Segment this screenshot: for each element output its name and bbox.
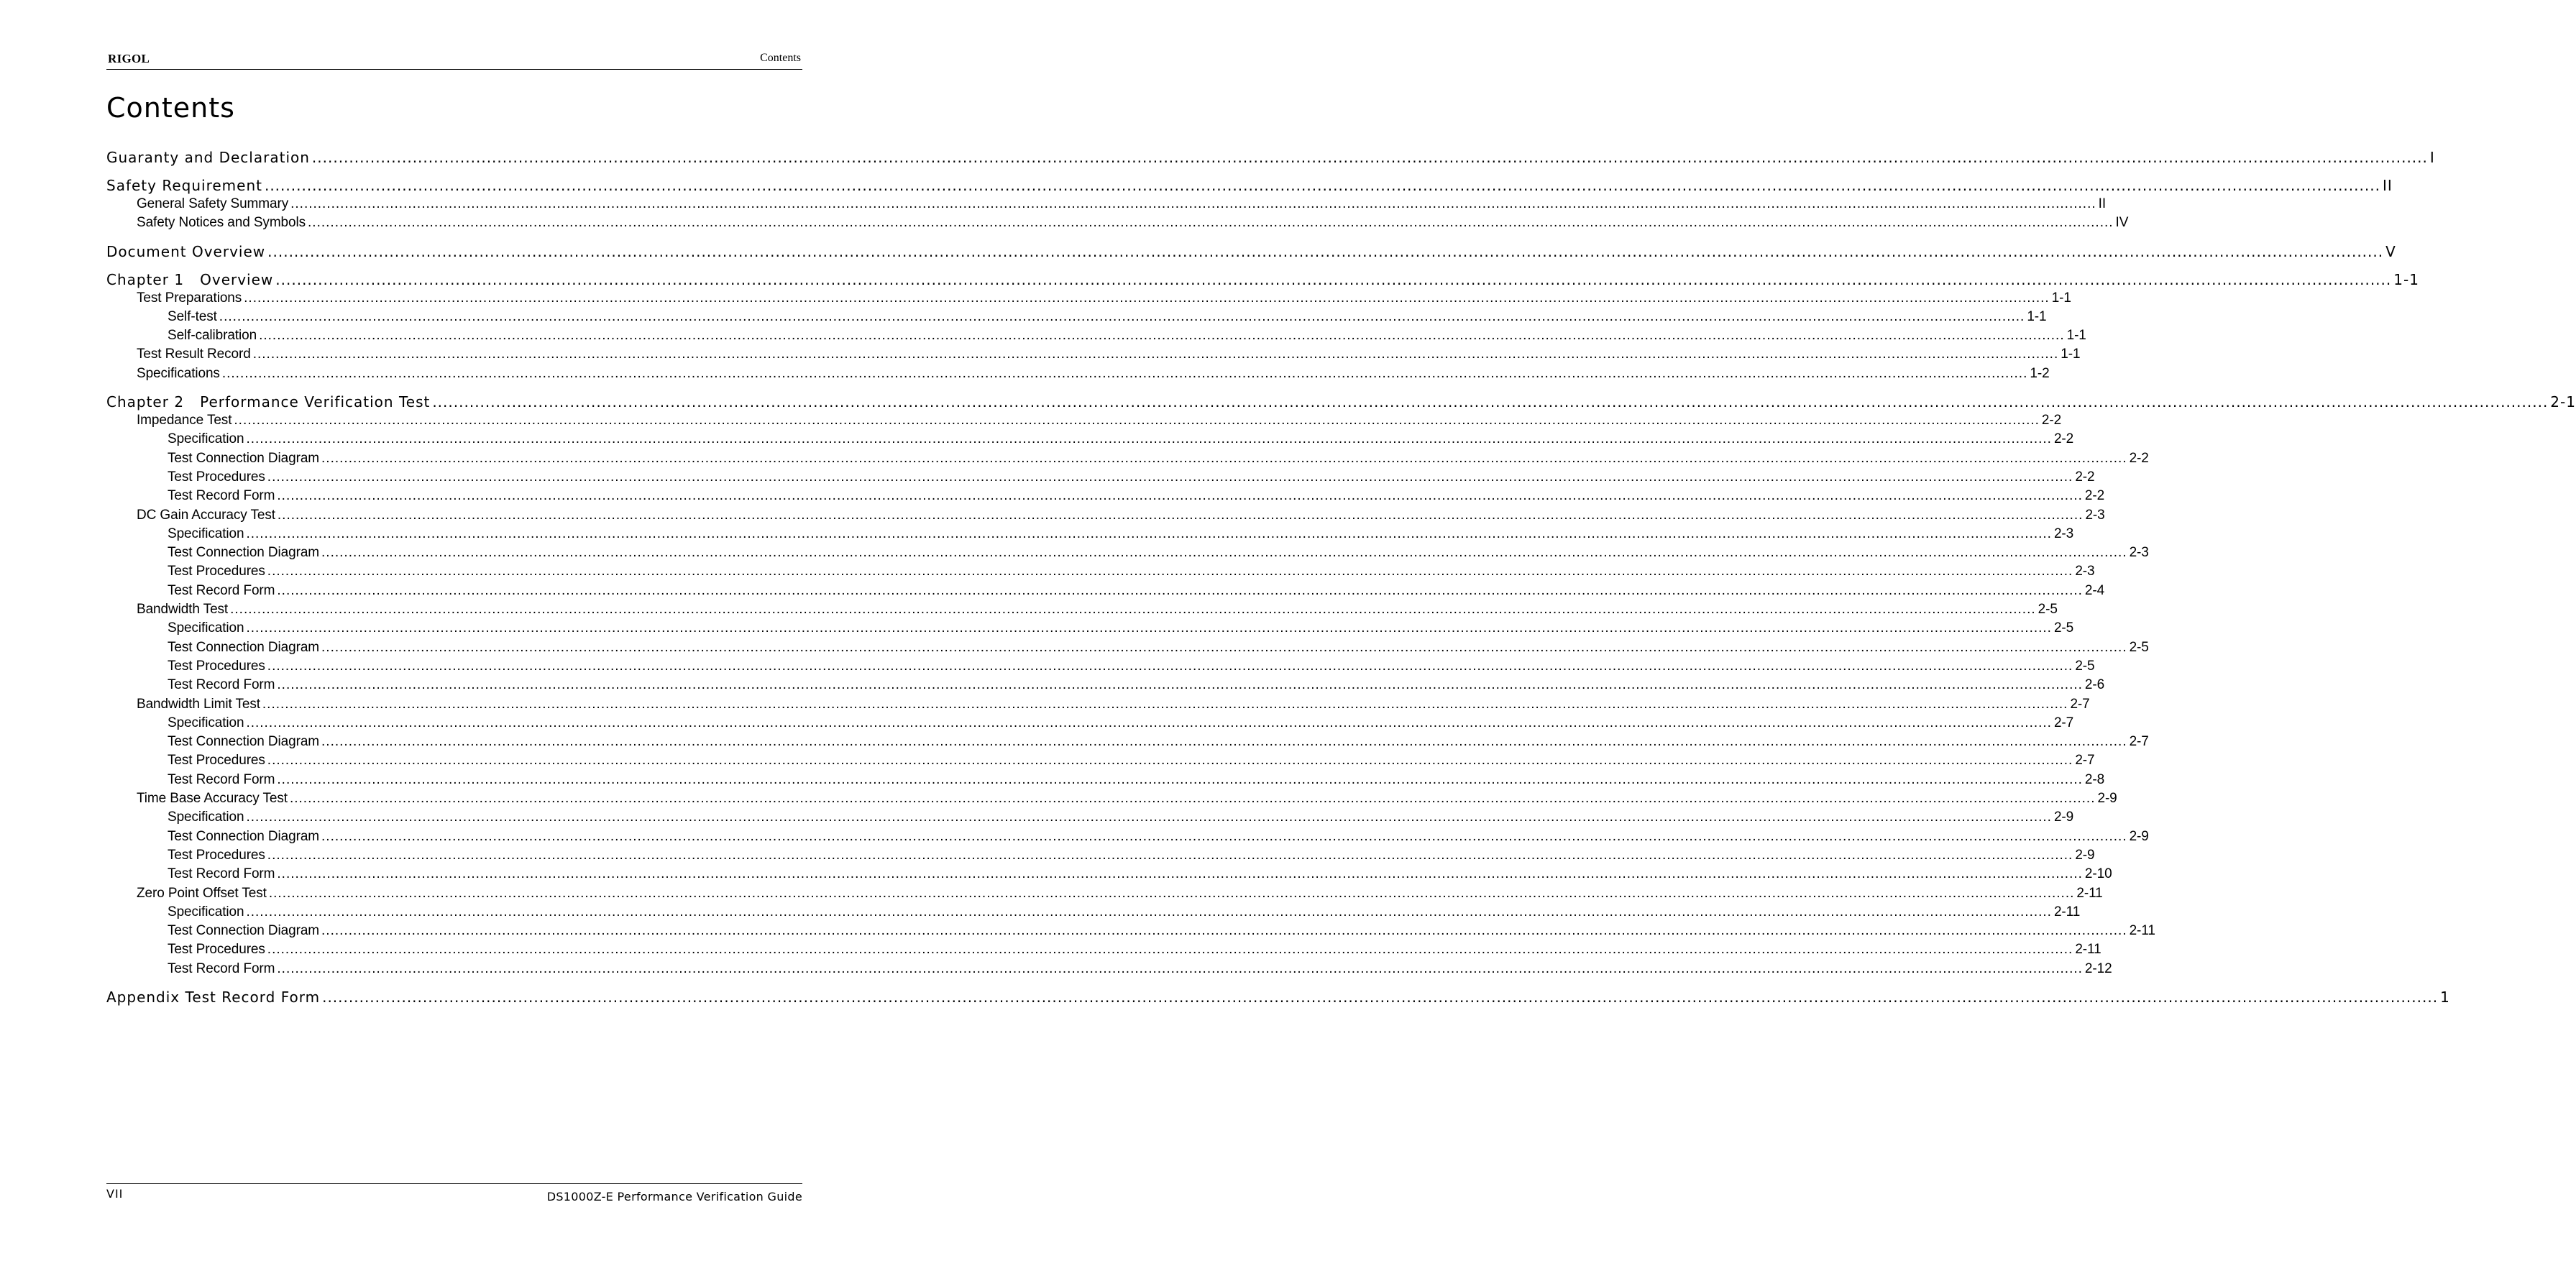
- toc-entry-level-3[interactable]: [106, 544, 2149, 562]
- toc-entry-title: Test Procedures: [168, 469, 265, 485]
- toc-entry-title: Test Connection Diagram: [168, 828, 320, 844]
- toc-entry-page: II: [2382, 177, 2393, 194]
- toc-dot-leader: ................................................................................................................................................................................................................................................................................................................................................................................................................: [308, 215, 2114, 231]
- toc-entry-page: 1-2: [2030, 365, 2050, 381]
- toc-entry-title: Test Record Form: [168, 488, 275, 504]
- toc-entry-title: Test Procedures: [168, 564, 265, 579]
- toc-entry-page: 2-2: [2084, 488, 2105, 504]
- toc-dot-leader: ................................................................................................................................................................................................................................................................................................................................................................................................................: [290, 196, 2096, 211]
- toc-entry-page: 2-5: [2075, 658, 2095, 674]
- toc-entry-page: 2-3: [2075, 564, 2095, 579]
- header-section-title: Contents: [760, 52, 801, 64]
- toc-entry-title: General Safety Summary: [137, 196, 289, 211]
- toc-entry-title: Chapter 1 Overview: [106, 270, 274, 288]
- toc-entry-title: Self-test: [168, 308, 217, 324]
- toc-dot-leader: ................................................................................................................................................................................................................................................................................................................................................................................................................: [267, 847, 2073, 863]
- toc-entry-level-1[interactable]: [106, 148, 2435, 167]
- toc-entry-title: Bandwidth Test: [137, 602, 229, 618]
- toc-entry-level-1[interactable]: [106, 988, 2450, 1006]
- toc-entry-level-3[interactable]: [106, 308, 2047, 326]
- toc-entry-page: IV: [2115, 215, 2129, 231]
- toc-entry-level-3[interactable]: [106, 827, 2149, 846]
- toc-entry-title: Test Result Record: [137, 347, 251, 362]
- toc-dot-leader: ................................................................................................................................................................................................................................................................................................................................................................................................................: [277, 507, 2084, 523]
- toc-dot-leader: ................................................................................................................................................................................................................................................................................................................................................................................................................: [321, 828, 2127, 844]
- toc-dot-leader: ................................................................................................................................................................................................................................................................................................................................................................................................................: [432, 393, 2549, 411]
- toc-entry-page: 2-4: [2084, 582, 2105, 598]
- toc-dot-leader: ................................................................................................................................................................................................................................................................................................................................................................................................................: [267, 469, 2073, 485]
- toc-dot-leader: ................................................................................................................................................................................................................................................................................................................................................................................................................: [321, 545, 2127, 561]
- toc-dot-leader: ................................................................................................................................................................................................................................................................................................................................................................................................................: [221, 365, 2028, 381]
- toc-entry-level-2[interactable]: [106, 600, 2058, 619]
- toc-entry-level-1[interactable]: [106, 393, 2576, 411]
- toc-dot-leader: ................................................................................................................................................................................................................................................................................................................................................................................................................: [289, 791, 2096, 807]
- footer-document-title: DS1000Z-E Performance Verification Guide: [546, 1190, 802, 1203]
- toc-dot-leader: ................................................................................................................................................................................................................................................................................................................................................................................................................: [321, 923, 2127, 939]
- toc-dot-leader: ................................................................................................................................................................................................................................................................................................................................................................................................................: [244, 290, 2050, 306]
- toc-dot-leader: ................................................................................................................................................................................................................................................................................................................................................................................................................: [246, 431, 2052, 447]
- toc-dot-leader: ................................................................................................................................................................................................................................................................................................................................................................................................................: [267, 242, 2384, 260]
- toc-entry-level-2[interactable]: [106, 195, 2106, 214]
- toc-entry-title: Safety Requirement: [106, 177, 262, 194]
- toc-dot-leader: ................................................................................................................................................................................................................................................................................................................................................................................................................: [277, 488, 2083, 504]
- toc-entry-level-3[interactable]: [106, 449, 2149, 468]
- toc-entry-level-3[interactable]: [106, 638, 2149, 657]
- toc-entry-level-3[interactable]: [106, 960, 2112, 978]
- toc-entry-level-3[interactable]: [106, 846, 2095, 865]
- toc-entry-page: 2-2: [2053, 431, 2074, 447]
- toc-entry-title: DC Gain Accuracy Test: [137, 507, 275, 523]
- toc-entry-page: 2-6: [2084, 677, 2105, 693]
- toc-dot-leader: ................................................................................................................................................................................................................................................................................................................................................................................................................: [275, 270, 2392, 288]
- toc-entry-page: 2-3: [2085, 507, 2105, 523]
- toc-entry-level-3[interactable]: [106, 657, 2095, 676]
- table-of-contents: [106, 148, 2576, 1006]
- toc-entry-page: 2-7: [2053, 715, 2074, 730]
- toc-entry-page: 2-11: [2075, 942, 2101, 958]
- toc-entry-title: Test Preparations: [137, 290, 242, 306]
- page-header: [106, 50, 802, 70]
- toc-entry-level-3[interactable]: [106, 676, 2105, 694]
- toc-entry-page: V: [2385, 242, 2396, 260]
- toc-dot-leader: ................................................................................................................................................................................................................................................................................................................................................................................................................: [259, 328, 2065, 344]
- toc-dot-leader: ................................................................................................................................................................................................................................................................................................................................................................................................................: [246, 810, 2052, 825]
- toc-entry-level-1[interactable]: [106, 242, 2396, 261]
- toc-entry-level-3[interactable]: [106, 619, 2074, 638]
- toc-entry-page: 2-2: [2041, 413, 2062, 428]
- toc-entry-level-3[interactable]: [106, 468, 2095, 487]
- toc-entry-title: Document Overview: [106, 242, 266, 260]
- toc-entry-page: 1-1: [2061, 347, 2081, 362]
- toc-dot-leader: ................................................................................................................................................................................................................................................................................................................................................................................................................: [234, 413, 2040, 428]
- toc-entry-level-3[interactable]: [106, 487, 2105, 505]
- toc-entry-page: II: [2098, 196, 2106, 211]
- toc-entry-title: Specification: [168, 715, 244, 730]
- footer-page-number: VII: [106, 1187, 124, 1201]
- toc-entry-level-1[interactable]: [106, 270, 2419, 289]
- toc-entry-page: 2-5: [2129, 639, 2149, 655]
- toc-entry-page: 2-7: [2075, 753, 2095, 769]
- toc-entry-page: 2-8: [2084, 771, 2105, 787]
- toc-entry-level-3[interactable]: [106, 582, 2105, 600]
- toc-entry-level-3[interactable]: [106, 751, 2095, 770]
- toc-entry-page: 2-11: [2076, 885, 2103, 901]
- toc-entry-level-3[interactable]: [106, 525, 2074, 544]
- toc-dot-leader: ................................................................................................................................................................................................................................................................................................................................................................................................................: [267, 942, 2073, 958]
- toc-dot-leader: ................................................................................................................................................................................................................................................................................................................................................................................................................: [277, 866, 2083, 882]
- toc-entry-level-2[interactable]: [106, 884, 2103, 903]
- toc-entry-page: 2-2: [2075, 469, 2095, 485]
- toc-dot-leader: ................................................................................................................................................................................................................................................................................................................................................................................................................: [267, 753, 2073, 769]
- toc-entry-title: Safety Notices and Symbols: [137, 215, 306, 231]
- toc-entry-title: Specification: [168, 431, 244, 447]
- toc-entry-level-3[interactable]: [106, 733, 2149, 751]
- toc-entry-level-3[interactable]: [106, 714, 2074, 733]
- toc-entry-page: 2-7: [2129, 734, 2149, 750]
- toc-dot-leader: ................................................................................................................................................................................................................................................................................................................................................................................................................: [246, 904, 2052, 920]
- toc-dot-leader: ................................................................................................................................................................................................................................................................................................................................................................................................................: [277, 582, 2083, 598]
- toc-entry-page: 1-1: [2066, 328, 2086, 344]
- toc-entry-title: Test Record Form: [168, 582, 275, 598]
- toc-entry-page: 2-3: [2129, 545, 2149, 561]
- toc-entry-title: Specification: [168, 620, 244, 636]
- toc-entry-level-3[interactable]: [106, 430, 2074, 449]
- toc-entry-page: 2-9: [2075, 847, 2095, 863]
- toc-dot-leader: ................................................................................................................................................................................................................................................................................................................................................................................................................: [267, 564, 2073, 579]
- toc-entry-title: Time Base Accuracy Test: [137, 791, 288, 807]
- toc-entry-title: Test Record Form: [168, 960, 275, 976]
- toc-entry-title: Test Record Form: [168, 677, 275, 693]
- toc-dot-leader: ................................................................................................................................................................................................................................................................................................................................................................................................................: [268, 885, 2075, 901]
- toc-entry-level-3[interactable]: [106, 771, 2105, 789]
- toc-entry-title: Bandwidth Limit Test: [137, 696, 260, 712]
- toc-entry-level-2[interactable]: [106, 506, 2105, 525]
- toc-dot-leader: ................................................................................................................................................................................................................................................................................................................................................................................................................: [267, 658, 2073, 674]
- toc-entry-page: 2-11: [2129, 923, 2155, 939]
- page-footer: [106, 1183, 802, 1203]
- toc-entry-level-2[interactable]: [106, 289, 2071, 308]
- toc-entry-page: 1-1: [2051, 290, 2071, 306]
- toc-entry-page: 2-11: [2053, 904, 2081, 920]
- toc-dot-leader: ................................................................................................................................................................................................................................................................................................................................................................................................................: [322, 988, 2439, 1006]
- toc-entry-title: Test Procedures: [168, 942, 265, 958]
- toc-entry-level-3[interactable]: [106, 903, 2081, 922]
- toc-dot-leader: ................................................................................................................................................................................................................................................................................................................................................................................................................: [311, 149, 2428, 166]
- toc-entry-page: 2-7: [2070, 696, 2090, 712]
- toc-dot-leader: ................................................................................................................................................................................................................................................................................................................................................................................................................: [321, 450, 2127, 466]
- toc-dot-leader: ................................................................................................................................................................................................................................................................................................................................................................................................................: [219, 308, 2025, 324]
- toc-dot-leader: ................................................................................................................................................................................................................................................................................................................................................................................................................: [246, 715, 2052, 730]
- toc-entry-page: I: [2429, 149, 2435, 166]
- toc-entry-title: Chapter 2 Performance Verification Test: [106, 393, 431, 411]
- toc-entry-level-2[interactable]: [106, 411, 2062, 430]
- toc-dot-leader: ................................................................................................................................................................................................................................................................................................................................................................................................................: [321, 734, 2127, 750]
- toc-entry-title: Test Procedures: [168, 847, 265, 863]
- toc-dot-leader: ................................................................................................................................................................................................................................................................................................................................................................................................................: [277, 960, 2083, 976]
- toc-entry-page: 1-1: [2027, 308, 2047, 324]
- toc-entry-level-3[interactable]: [106, 808, 2074, 827]
- toc-dot-leader: ................................................................................................................................................................................................................................................................................................................................................................................................................: [264, 177, 2380, 194]
- toc-entry-page: 2-9: [2053, 810, 2074, 825]
- toc-entry-page: 2-9: [2129, 828, 2149, 844]
- toc-entry-title: Test Procedures: [168, 753, 265, 769]
- toc-entry-level-2[interactable]: [106, 695, 2090, 714]
- toc-entry-title: Self-calibration: [168, 328, 257, 344]
- page-title: Contents: [106, 92, 235, 124]
- toc-entry-page: 2-5: [2038, 602, 2058, 618]
- toc-entry-level-3[interactable]: [106, 940, 2101, 959]
- toc-entry-title: Impedance Test: [137, 413, 232, 428]
- toc-dot-leader: ................................................................................................................................................................................................................................................................................................................................................................................................................: [246, 526, 2052, 541]
- toc-entry-title: Test Procedures: [168, 658, 265, 674]
- toc-dot-leader: ................................................................................................................................................................................................................................................................................................................................................................................................................: [321, 639, 2127, 655]
- toc-entry-level-3[interactable]: [106, 865, 2112, 884]
- toc-entry-title: Test Record Form: [168, 771, 275, 787]
- toc-entry-page: 2-5: [2053, 620, 2074, 636]
- toc-entry-level-2[interactable]: [106, 214, 2129, 232]
- toc-entry-title: Test Connection Diagram: [168, 923, 320, 939]
- toc-entry-level-3[interactable]: [106, 562, 2095, 581]
- toc-entry-page: 2-1: [2550, 393, 2576, 411]
- toc-entry-title: Specification: [168, 904, 244, 920]
- toc-entry-page: 2-10: [2084, 866, 2112, 882]
- toc-entry-title: Specification: [168, 810, 244, 825]
- toc-dot-leader: ................................................................................................................................................................................................................................................................................................................................................................................................................: [230, 602, 2036, 618]
- toc-entry-title: Test Connection Diagram: [168, 545, 320, 561]
- toc-entry-title: Test Connection Diagram: [168, 734, 320, 750]
- toc-entry-level-3[interactable]: [106, 922, 2155, 940]
- toc-entry-page: 2-2: [2129, 450, 2149, 466]
- toc-dot-leader: ................................................................................................................................................................................................................................................................................................................................................................................................................: [252, 347, 2059, 362]
- toc-entry-level-3[interactable]: [106, 326, 2086, 345]
- toc-entry-page: 1: [2440, 988, 2450, 1006]
- toc-entry-page: 2-9: [2097, 791, 2117, 807]
- toc-entry-title: Test Connection Diagram: [168, 639, 320, 655]
- toc-entry-title: Specifications: [137, 365, 220, 381]
- toc-dot-leader: ................................................................................................................................................................................................................................................................................................................................................................................................................: [262, 696, 2068, 712]
- toc-entry-title: Appendix Test Record Form: [106, 988, 321, 1006]
- toc-dot-leader: ................................................................................................................................................................................................................................................................................................................................................................................................................: [277, 677, 2083, 693]
- toc-entry-title: Specification: [168, 526, 244, 541]
- toc-entry-level-2[interactable]: [106, 789, 2117, 808]
- toc-entry-page: 2-3: [2053, 526, 2074, 541]
- toc-dot-leader: ................................................................................................................................................................................................................................................................................................................................................................................................................: [277, 771, 2083, 787]
- toc-entry-page: 1-1: [2393, 270, 2419, 288]
- toc-entry-title: Guaranty and Declaration: [106, 149, 310, 166]
- brand-logo: RIGOL: [108, 52, 150, 65]
- toc-entry-level-1[interactable]: [106, 176, 2393, 195]
- toc-entry-page: 2-12: [2084, 960, 2112, 976]
- toc-entry-title: Test Record Form: [168, 866, 275, 882]
- toc-entry-level-2[interactable]: [106, 364, 2050, 383]
- toc-entry-title: Test Connection Diagram: [168, 450, 320, 466]
- toc-entry-level-2[interactable]: [106, 345, 2081, 364]
- toc-entry-title: Zero Point Offset Test: [137, 885, 267, 901]
- toc-dot-leader: ................................................................................................................................................................................................................................................................................................................................................................................................................: [246, 620, 2052, 636]
